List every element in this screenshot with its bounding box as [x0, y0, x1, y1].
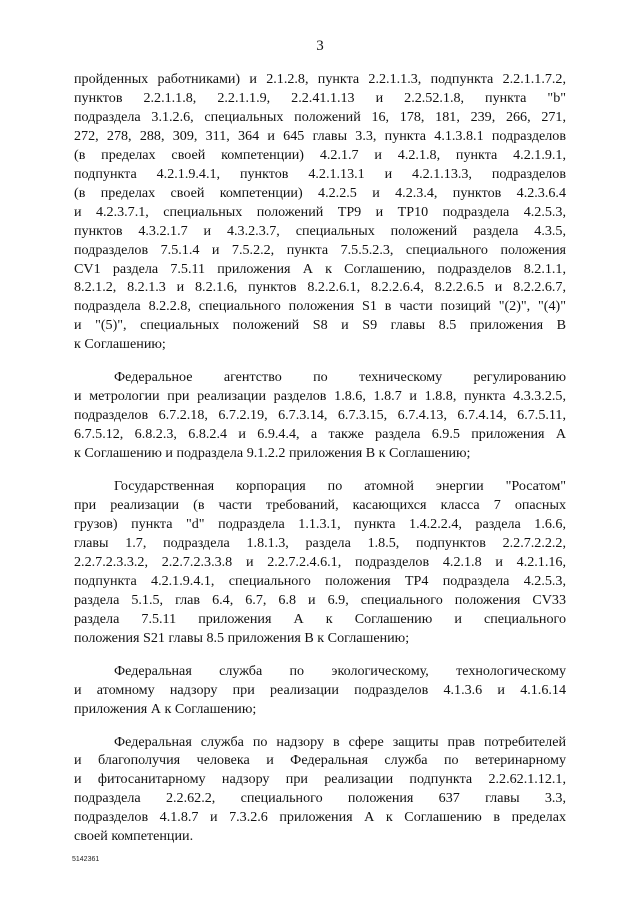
text-line: главы 1.7, подраздела 1.8.1.3, раздела 1.8.5, подпунктов 2.2.7.2.2.2,: [74, 534, 566, 551]
text-line: (в пределах своей компетенции) 4.2.1.7 и 4.2.1.8, пункта 4.2.1.9.1,: [74, 146, 566, 163]
text-line: 6.7.5.12, 6.8.2.3, 6.8.2.4 и 6.9.4.4, а также раздела 6.9.5 приложения А: [74, 426, 566, 443]
text-line: подразделов 6.7.2.18, 6.7.2.19, 6.7.3.14, 6.7.3.15, 6.7.4.13, 6.7.4.14, 6.7.5.11,: [74, 407, 566, 424]
text-line: 2.2.7.2.3.3.2, 2.2.7.2.3.3.8 и 2.2.7.2.4.6.1, подразделов 4.2.1.8 и 4.2.1.16,: [74, 553, 566, 570]
page-number: 3: [316, 38, 324, 54]
text-line: Федеральная служба по надзору в сфере защиты прав потребителей: [114, 733, 566, 750]
text-line: Государственная корпорация по атомной энергии "Росатом": [114, 478, 566, 495]
text-line: при реализации (в части требований, касающихся класса 7 опасных: [74, 497, 566, 514]
text-line: к Соглашению и подраздела 9.1.2.2 приложения В к Соглашению;: [74, 445, 471, 462]
text-line: и фитосанитарному надзору при реализации подпункта 2.2.62.1.12.1,: [74, 771, 566, 788]
document-body: [74, 70, 566, 860]
text-line: своей компетенции.: [74, 828, 194, 845]
text-line: к Соглашению;: [74, 336, 166, 353]
text-line: и метрологии при реализации разделов 1.8.6, 1.8.7 и 1.8.8, пункта 4.3.3.2.5,: [74, 388, 566, 405]
text-line: подразделов 7.5.1.4 и 7.5.2.2, пункта 7.5.5.2.3, специального положения: [74, 241, 566, 258]
text-line: CV1 раздела 7.5.11 приложения А к Соглашению, подразделов 8.2.1.1,: [74, 260, 566, 277]
document-code: 5142361: [72, 856, 100, 863]
text-line: раздела 5.1.5, глав 6.4, 6.7, 6.8 и 6.9, специального положения CV33: [74, 591, 566, 608]
text-line: подпункта 4.2.1.9.4.1, специального положения TP4 подраздела 4.2.5.3,: [74, 572, 566, 589]
text-line: 8.2.1.2, 8.2.1.3 и 8.2.1.6, пунктов 8.2.2.6.1, 8.2.2.6.4, 8.2.2.6.5 и 8.2.2.6.7,: [74, 279, 566, 296]
text-line: Федеральное агентство по техническому регулированию: [114, 369, 566, 386]
text-line: пройденных работниками) и 2.1.2.8, пункта 2.2.1.1.3, подпункта 2.2.1.1.7.2,: [74, 71, 566, 87]
text-line: подразделов 4.1.8.7 и 7.3.2.6 приложения А к Соглашению в пределах: [74, 809, 566, 826]
paragraph: [74, 477, 566, 648]
text-line: подраздела 8.2.2.8, специального положения S1 в части позиций "(2)", "(4)": [74, 298, 566, 315]
paragraph: [74, 70, 566, 354]
text-line: приложения А к Соглашению;: [74, 700, 257, 717]
text-line: и 4.2.3.7.1, специальных положений TP9 и TP10 подраздела 4.2.5.3,: [74, 203, 566, 220]
text-line: (в пределах своей компетенции) 4.2.2.5 и 4.2.3.4, пунктов 4.2.3.6.4: [74, 184, 566, 201]
text-line: подраздела 2.2.62.2, специального положения 637 главы 3.3,: [74, 790, 566, 807]
text-line: положения S21 главы 8.5 приложения В к Соглашению;: [74, 629, 410, 646]
text-line: Федеральная служба по экологическому, технологическому: [114, 662, 566, 679]
paragraph: [74, 368, 566, 463]
paragraph: [74, 662, 566, 719]
paragraph: [74, 733, 566, 847]
text-line: пунктов 2.2.1.1.8, 2.2.1.1.9, 2.2.41.1.13 и 2.2.52.1.8, пункта "b": [74, 89, 566, 106]
text-line: раздела 7.5.11 приложения А к Соглашению и специального: [74, 610, 566, 627]
text-line: пунктов 4.3.2.1.7 и 4.3.2.3.7, специальных положений раздела 4.3.5,: [74, 222, 566, 239]
text-line: и атомному надзору при реализации подразделов 4.1.3.6 и 4.1.6.14: [74, 681, 566, 698]
text-line: грузов) пункта "d" подраздела 1.1.3.1, пункта 1.4.2.2.4, раздела 1.6.6,: [74, 515, 566, 532]
text-line: подраздела 3.1.2.6, специальных положений 16, 178, 181, 239, 266, 271,: [74, 108, 566, 125]
text-line: 272, 278, 288, 309, 311, 364 и 645 главы 3.3, пункта 4.1.3.8.1 подразделов: [74, 127, 566, 144]
text-line: и "(5)", специальных положений S8 и S9 главы 8.5 приложения В: [74, 317, 566, 334]
text-line: подпункта 4.2.1.9.4.1, пунктов 4.2.1.13.1 и 4.2.1.13.3, подразделов: [74, 165, 566, 182]
text-line: и благополучия человека и Федеральная служба по ветеринарному: [74, 752, 566, 769]
